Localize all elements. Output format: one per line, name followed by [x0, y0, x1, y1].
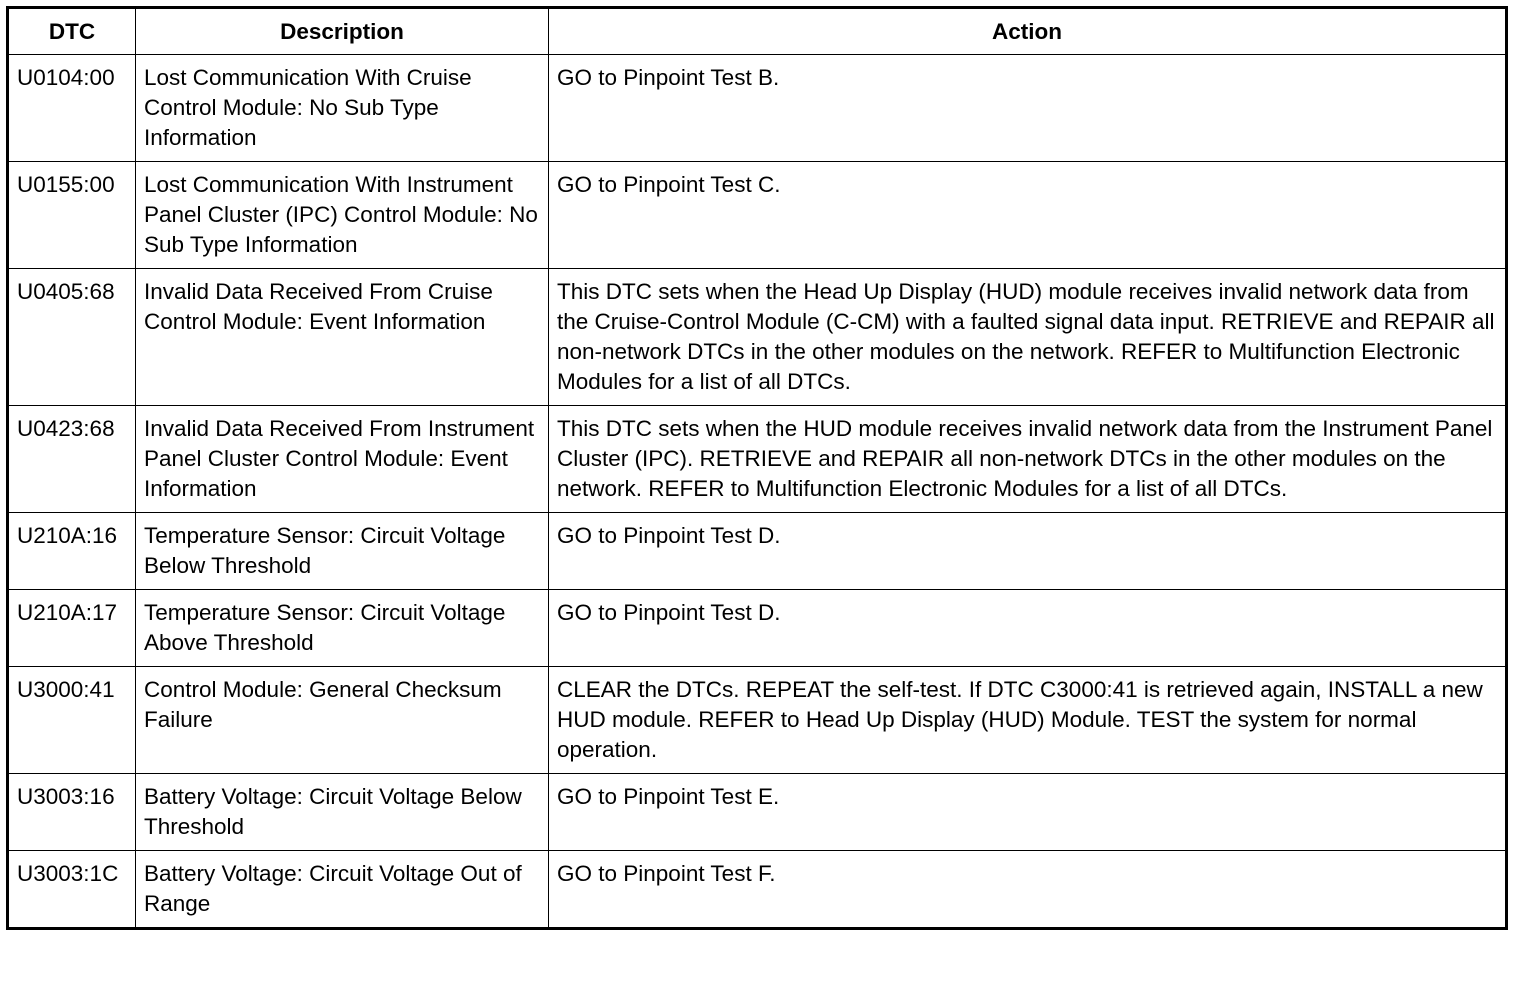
- dtc-code: U3000:41: [8, 667, 136, 774]
- header-description: Description: [136, 8, 549, 55]
- dtc-table: [6, 6, 1508, 930]
- table-row: [8, 269, 1507, 406]
- dtc-description: Lost Communication With Instrument Panel Cluster (IPC) Control Module: No Sub Type Information: [136, 162, 549, 269]
- dtc-code: U0155:00: [8, 162, 136, 269]
- table-row: [8, 513, 1507, 590]
- table-row: [8, 774, 1507, 851]
- dtc-action: GO to Pinpoint Test C.: [549, 162, 1507, 269]
- dtc-action: GO to Pinpoint Test E.: [549, 774, 1507, 851]
- dtc-code: U0423:68: [8, 406, 136, 513]
- header-action: Action: [549, 8, 1507, 55]
- dtc-action: CLEAR the DTCs. REPEAT the self-test. If DTC C3000:41 is retrieved again, INSTALL a new HUD module. REFER to Head Up Display (HUD) Module. TEST the system for normal operation.: [549, 667, 1507, 774]
- dtc-code: U3003:16: [8, 774, 136, 851]
- table-row: [8, 406, 1507, 513]
- dtc-description: Invalid Data Received From Cruise Control Module: Event Information: [136, 269, 549, 406]
- dtc-description: Temperature Sensor: Circuit Voltage Above Threshold: [136, 590, 549, 667]
- header-dtc: DTC: [8, 8, 136, 55]
- dtc-code: U210A:17: [8, 590, 136, 667]
- table-header-row: [8, 8, 1507, 55]
- table-row: [8, 667, 1507, 774]
- dtc-description: Temperature Sensor: Circuit Voltage Below Threshold: [136, 513, 549, 590]
- dtc-action: GO to Pinpoint Test D.: [549, 590, 1507, 667]
- dtc-description: Battery Voltage: Circuit Voltage Below Threshold: [136, 774, 549, 851]
- dtc-description: Control Module: General Checksum Failure: [136, 667, 549, 774]
- table-row: [8, 162, 1507, 269]
- dtc-description: Invalid Data Received From Instrument Panel Cluster Control Module: Event Information: [136, 406, 549, 513]
- dtc-action: GO to Pinpoint Test B.: [549, 55, 1507, 162]
- dtc-code: U0104:00: [8, 55, 136, 162]
- dtc-description: Lost Communication With Cruise Control Module: No Sub Type Information: [136, 55, 549, 162]
- table-row: [8, 55, 1507, 162]
- dtc-code: U3003:1C: [8, 851, 136, 929]
- dtc-code: U0405:68: [8, 269, 136, 406]
- dtc-action: GO to Pinpoint Test D.: [549, 513, 1507, 590]
- table-row: [8, 590, 1507, 667]
- dtc-code: U210A:16: [8, 513, 136, 590]
- dtc-description: Battery Voltage: Circuit Voltage Out of Range: [136, 851, 549, 929]
- table-row: [8, 851, 1507, 929]
- dtc-action: This DTC sets when the Head Up Display (HUD) module receives invalid network data from the Cruise-Control Module (C-CM) with a faulted signal data input. RETRIEVE and REPAIR all non-network DTCs in the other modules on the network. REFER to Multifunction Electronic Modules for a list of all DTCs.: [549, 269, 1507, 406]
- dtc-action: GO to Pinpoint Test F.: [549, 851, 1507, 929]
- dtc-action: This DTC sets when the HUD module receives invalid network data from the Instrument Panel Cluster (IPC). RETRIEVE and REPAIR all non-network DTCs in the other modules on the network. REFER to Multifunction Electronic Modules for a list of all DTCs.: [549, 406, 1507, 513]
